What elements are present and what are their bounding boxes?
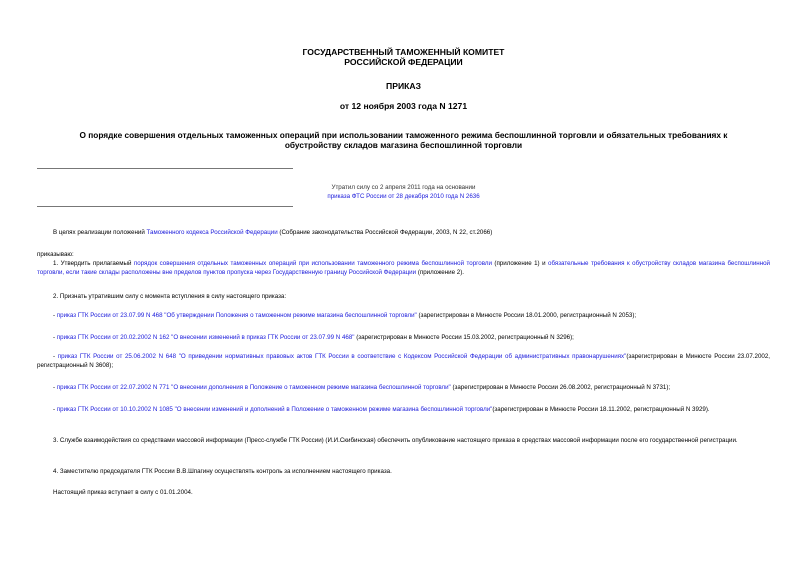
requirements-link[interactable]: обязательные требования к обустройству складов магазина беспошлинной торговли, если такие склады расположены вне пределов пунктов пропуска через Государственную границу Российской Федерации bbox=[37, 260, 771, 276]
paragraph-5: Настоящий приказ вступает в силу с 01.01.2004. bbox=[53, 489, 193, 496]
item-dash: - bbox=[53, 334, 57, 341]
order-1085-link[interactable]: приказ ГТК России от 10.10.2002 N 1085 "О внесении изменений и дополнений в Положение о таможенном режиме магазина беспошлинной торговли" bbox=[56, 406, 493, 413]
paragraph-4: 4. Заместителю председателя ГТК России В.В.Шпагину осуществлять контроль за исполнением настоящего приказа. bbox=[53, 468, 392, 475]
item-post: (зарегистрирован в Минюсте России 18.11.2002, регистрационный N 3929). bbox=[492, 406, 710, 413]
org-name-line1: ГОСУДАРСТВЕННЫЙ ТАМОЖЕННЫЙ КОМИТЕТ bbox=[302, 47, 505, 57]
item-post: (зарегистрирован в Минюсте России 18.01.2000, регистрационный N 2053); bbox=[416, 312, 637, 319]
order-771-link[interactable]: приказ ГТК России от 22.07.2002 N 771 "О внесении дополнения в Положение о таможенном режиме магазина беспошлинной торговли" bbox=[56, 384, 451, 391]
paragraph-2: 2. Признать утратившим силу с момента вступления в силу настоящего приказа: bbox=[53, 293, 287, 300]
doc-title: О порядке совершения отдельных таможенных операций при использовании таможенного режима беспошлинной торговли и обязательных требованиях к обустройству складов магазина беспошлинной торговли bbox=[79, 130, 728, 150]
item-dash: - bbox=[53, 384, 57, 391]
order-162-link[interactable]: приказ ГТК России от 20.02.2002 N 162 "О внесении изменений в приказ ГТК России от 23.07.99 N 468" bbox=[56, 334, 355, 341]
divider-bottom bbox=[37, 206, 293, 207]
order-word: приказываю: bbox=[37, 251, 74, 258]
p1-text: 1. Утвердить прилагаемый bbox=[53, 260, 134, 267]
doc-type: ПРИКАЗ bbox=[386, 81, 421, 91]
p1-mid: (приложение 1) и bbox=[491, 260, 549, 267]
list-item bbox=[37, 311, 770, 320]
procedure-link[interactable]: порядок совершения отдельных таможенных операций при использовании таможенного режима беспошлинной торговли bbox=[133, 260, 492, 267]
list-item bbox=[37, 352, 770, 370]
order-648-link[interactable]: приказ ГТК России от 25.06.2002 N 648 "О приведении нормативных правовых актов ГТК России в соответствие с Кодексом Российской Федерации об административных правонарушениях" bbox=[57, 353, 627, 360]
order-468-link[interactable]: приказ ГТК России от 23.07.99 N 468 "Об утверждении Положения о таможенном режиме магазина беспошлинной торговли" bbox=[56, 312, 417, 319]
status-note bbox=[0, 183, 807, 201]
org-name-line2: РОССИЙСКОЙ ФЕДЕРАЦИИ bbox=[344, 57, 463, 67]
status-link[interactable]: приказа ФТС России от 28 декабря 2010 года N 2636 bbox=[327, 193, 480, 200]
item-dash: - bbox=[53, 406, 57, 413]
customs-code-link[interactable]: Таможенного кодекса Российской Федерации bbox=[146, 229, 278, 236]
intro-paragraph bbox=[37, 228, 770, 237]
list-item bbox=[37, 405, 770, 414]
item-dash: - bbox=[53, 353, 58, 360]
item-dash: - bbox=[53, 312, 57, 319]
doc-date: от 12 ноября 2003 года N 1271 bbox=[339, 101, 468, 111]
item-post: (зарегистрирован в Минюсте России 23.07.2002, регистрационный N 3608); bbox=[37, 353, 771, 369]
list-item bbox=[37, 333, 770, 342]
item-post: (зарегистрирован в Минюсте России 26.08.2002, регистрационный N 3731); bbox=[450, 384, 671, 391]
intro-text: В целях реализации положений bbox=[53, 229, 147, 236]
list-item bbox=[37, 383, 770, 392]
item-post: (зарегистрирован в Минюсте России 15.03.2002, регистрационный N 3296); bbox=[354, 334, 574, 341]
divider-top bbox=[37, 168, 293, 169]
paragraph-3: 3. Службе взаимодействия со средствами массовой информации (Пресс-службе ГТК России) (И.И.Скибинская) обеспечить опубликование настоящего приказа в средствах массовой информации после его государственной регистрации. bbox=[53, 437, 738, 444]
status-text: Утратил силу со 2 апреля 2011 года на основании bbox=[331, 184, 476, 191]
p1-post: (приложение 2). bbox=[416, 269, 465, 276]
paragraph-1 bbox=[37, 259, 770, 277]
intro-text-post: (Собрание законодательства Российской Федерации, 2003, N 22, ст.2066) bbox=[277, 229, 493, 236]
